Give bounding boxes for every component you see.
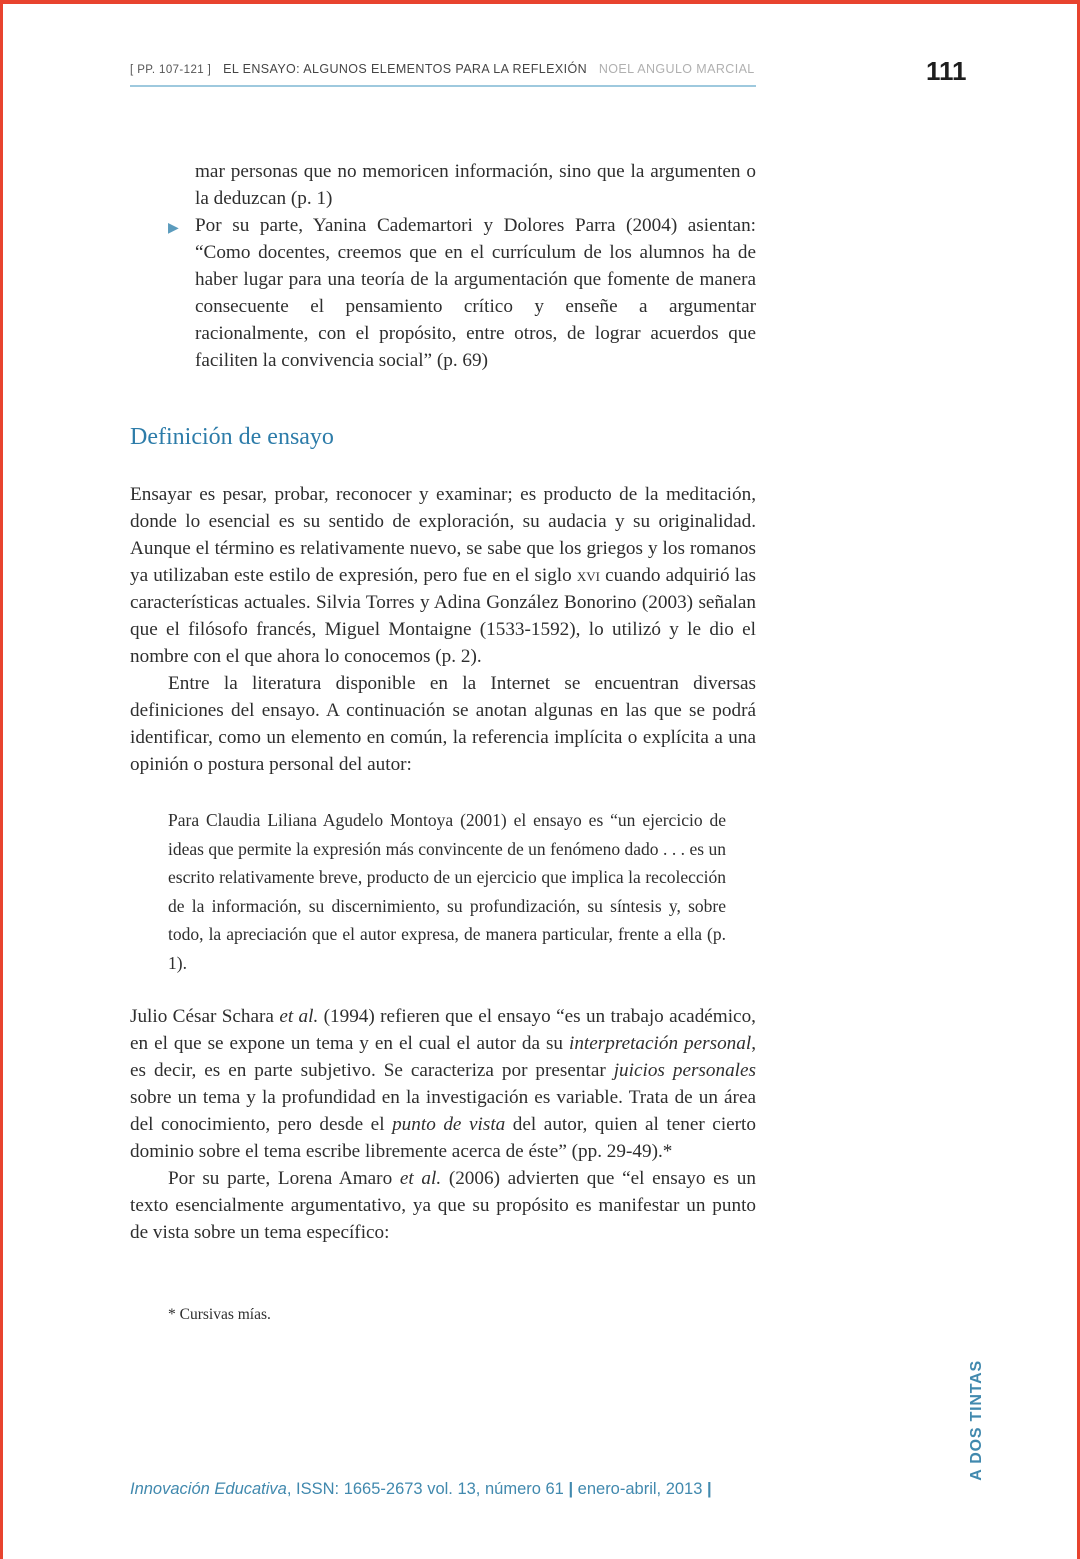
header-page-range: [ PP. 107-121 ] [130,64,212,76]
paragraph-schara: Julio César Schara et al. (1994) refieren que el ensayo “es un trabajo académico, en el que se expone un tema y en el cual el autor da su interpretación personal, es decir, es en parte subjetivo. Se caracteriza por presentar juicios personales sobre un tema y la profundidad en la investigación es variable. Trata de un área del conocimiento, pero desde el punto de vista del autor, quien al tener cierto dominio sobre el tema escribe libremente acerca de éste” (pp. 29-49).* [130,1006,756,1162]
main-text-column [130,158,756,1326]
trim-line-top [0,0,1080,4]
paragraph-definicion: Ensayar es pesar, probar, reconocer y examinar; es producto de la meditación, donde lo esencial es su sentido de exploración, su audacia y su originalidad. Aunque el término es relativamente nuevo, se sabe que los griegos y los romanos ya utilizaban este estilo de expresión, pero fue en el siglo xvi cuando adquirió las características actuales. Silvia Torres y Adina González Bonorino (2003) señalan que el filósofo francés, Miguel Montaigne (1533-1592), lo utilizó y le dio el nombre con el que ahora lo conocemos (p. 2). [130,484,756,667]
paragraph-amaro: Por su parte, Lorena Amaro et al. (2006) advierten que “el ensayo es un texto esencialmente argumentativo, ya que su propósito es manifestar un punto de vista sobre un tema específico: [130,1168,756,1243]
paragraph-internet: Entre la literatura disponible en la Internet se encuentran diversas definiciones del ensayo. A continuación se anotan algunas en las que se podrá identificar, como un elemento en común, la referencia implícita o explícita a una opinión o postura personal del autor: [130,673,756,775]
section-heading: Definición de ensayo [130,424,334,450]
trim-line-left [0,0,3,1559]
list-item [130,212,756,374]
journal-footer: Innovación Educativa, ISSN: 1665-2673 vol. 13, número 61 | enero-abril, 2013 | [130,1480,712,1498]
header-author: NOEL ANGULO MARCIAL [598,62,755,76]
list-item-text: Por su parte, Yanina Cademartori y Dolores Parra (2004) asientan: “Como docentes, creemos que en el currículum de los alumnos ha de haber lugar para una teoría de la argumentación que fomente de manera consecuente el pensamiento crítico y enseñe a argumentar racionalmente, con el propósito, entre otros, de lograr acuerdos que faciliten la convivencia social” (p. 69) [195,215,756,371]
page-number: 111 [926,56,967,86]
sidebar-vertical-label: A DOS TINTAS [968,1360,985,1481]
block-quote-agudelo: Para Claudia Liliana Agudelo Montoya (2001) el ensayo es “un ejercicio de ideas que permite la expresión más convincente de un fenómeno dado . . . es un escrito relativamente breve, producto de un ejercicio que implica la recolección de la información, su discernimiento, su profundización, su síntesis y, sobre todo, la apreciación que el autor expresa, de manera particular, frente a ella (p. 1). [168,810,726,973]
running-header [130,62,756,87]
list-item-continuation [130,158,756,212]
list-continuation-text: mar personas que no memoricen información, sino que la argumenten o la deduzcan (p. 1) [195,161,756,209]
header-article-title: EL ENSAYO: ALGUNOS ELEMENTOS PARA LA REFLEXIÓN [223,62,587,76]
footnote: * Cursivas mías. [168,1306,271,1323]
bullet-triangle-icon: ▶ [168,220,179,236]
